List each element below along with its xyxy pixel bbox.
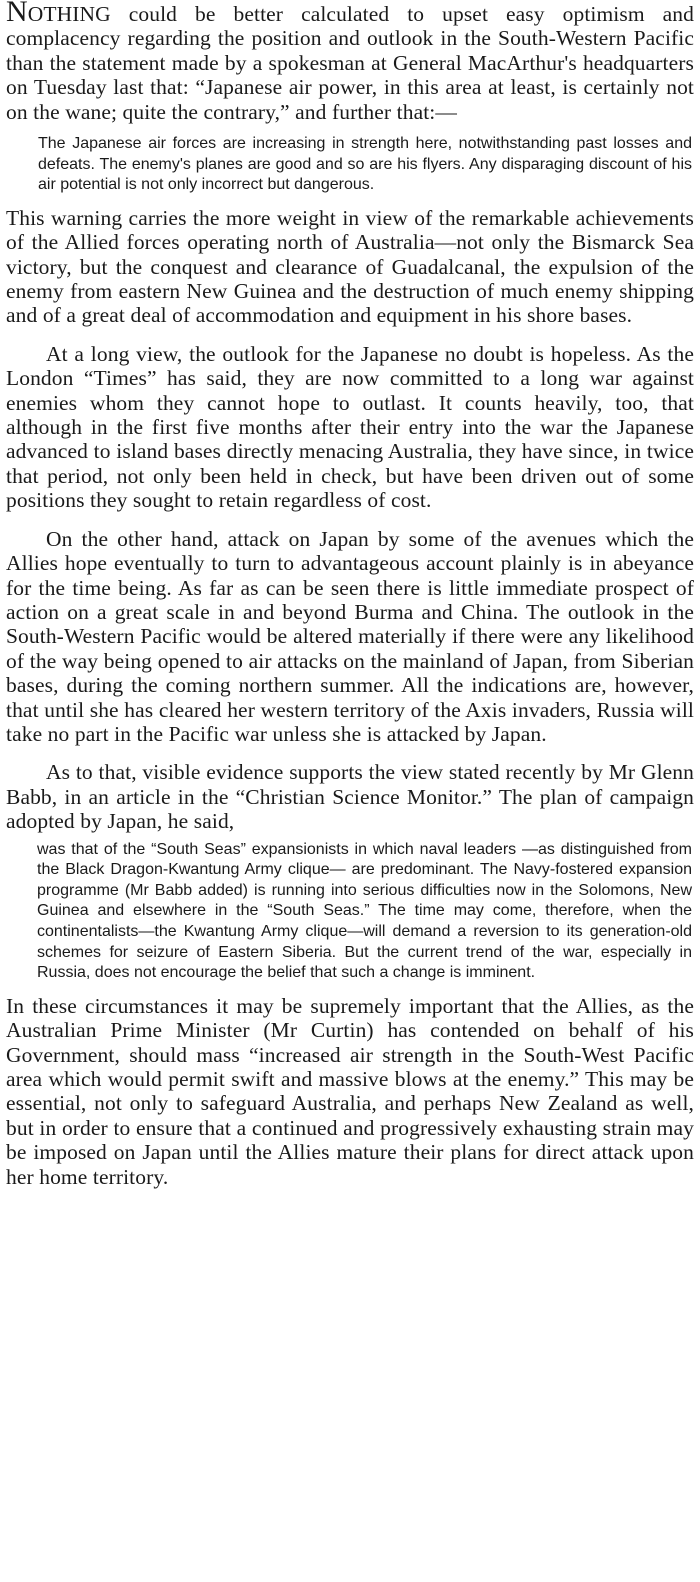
article-paragraph: This warning carries the more weight in view of the remarkable achievements of the Allied forces operating north of Australia—not only the Bismarck Sea victory, but the conquest and clearance of Guadalcanal, the expulsion of the enemy from eastern New Guinea and the destruction of much enemy shipping and of a great deal of accommodation and equipment in his shore bases. [6, 205, 694, 328]
article-paragraph: At a long view, the outlook for the Japanese no doubt is hopeless. As the London “Times” has said, they are now committed to a long war against enemies whom they cannot hope to outlast. It counts heavily, too, that although in the first five months after their entry into the war the Japanese advanced to island bases directly menacing Australia, they have since, in twice that period, not only been held in check, but have been driven out of some positions they sought to retain regardless of cost. [6, 341, 694, 513]
article-paragraph: As to that, visible evidence supports the view stated recently by Mr Glenn Babb, in an article in the “Christian Science Monitor.” The plan of campaign adopted by Japan, he said, [6, 760, 694, 834]
block-quote-babb: was that of the “South Seas” expansionists in which naval leaders —as distinguished from the Black Dragon-Kwantung Army clique— are predominant. The Navy-fostered expansion programme (Mr Babb added) is running into serious difficulties now in the Solomons, New Guinea and elsewhere in the “South Seas.” The time may come, therefore, when the continentalists—the Kwantung Army clique—will demand a reversion to its generation-old schemes for seizure of Eastern Siberia. But the current trend of the war, especially in Russia, does not encourage the belief that such a change is imminent. [37, 840, 692, 982]
article-paragraph-closing: In these circumstances it may be supremely important that the Allies, as the Australian Prime Minister (Mr Curtin) has contended on behalf of his Government, should mass “increased air strength in the South-West Pacific area which would permit swift and massive blows at the enemy.” This may be essential, not only to safeguard Australia, and perhaps New Zealand as well, but in order to ensure that a continued and progressively exhausting strain may be imposed on Japan until the Allies mature their plans for direct attack upon her home territory. [6, 993, 694, 1189]
block-quote-spokesman: The Japanese air forces are increasing in strength here, notwithstanding past losses and defeats. The enemy's planes are good and so are his flyers. Any disparaging discount of his air potential is not only incorrect but dangerous. [38, 135, 692, 194]
article-paragraph: On the other hand, attack on Japan by some of the avenues which the Allies hope eventually to turn to advantageous account plainly is in abeyance for the time being. As far as can be seen there is little immediate prospect of action on a great scale in and beyond Burma and China. The outlook in the South-Western Pacific would be altered materially if there were any likelihood of the way being opened to air attacks on the mainland of Japan, from Siberian bases, during the coming northern summer. All the indications are, however, that until she has cleared her western territory of the Axis invaders, Russia will take no part in the Pacific war unless she is attacked by Japan. [6, 526, 694, 746]
article-paragraph-opening: NOTHING could be better calculated to upset easy optimism and complacency regarding the position and outlook in the South-Western Pacific than the statement made by a spokesman at General MacArthur's headquarters on Tuesday last that: “Japanese air power, in this area at least, is certainly not on the wane; quite the contrary,” and further that:— [6, 0, 694, 124]
